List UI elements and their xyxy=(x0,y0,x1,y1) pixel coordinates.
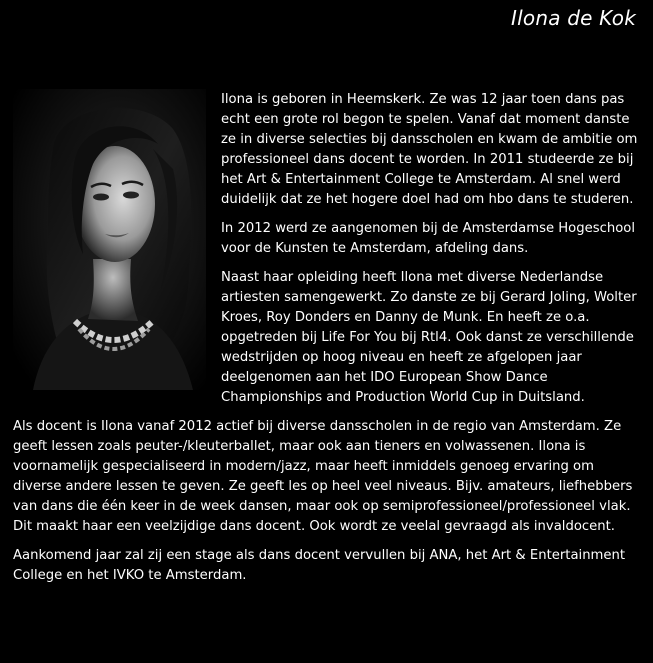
bio-paragraph: Naast haar opleiding heeft Ilona met diverse Nederlandse artiesten samengewerkt. Zo danste ze bij Gerard Joling, Wolter Kroes, Roy Donders en Danny de Munk. En heeft ze o.a. opgetreden bij Life For You bij Rtl4. Ook danst ze verschillende wedstrijden op hoog niveau en heeft ze afgelopen jaar deelgenomen aan het IDO European Show Dance Championships and Production World Cup in Duitsland. xyxy=(221,270,637,405)
bio-content xyxy=(13,89,641,595)
portrait-photo xyxy=(13,89,206,390)
bio-paragraph: Als docent is Ilona vanaf 2012 actief bij diverse dansscholen in de regio van Amsterdam. Ze geeft lessen zoals peuter-/kleuterballet, maar ook aan tieners en volwassenen. Ilona is voornamelijk gespecialiseerd in modern/jazz, maar heeft inmiddels genoeg ervaring om diverse andere lessen te geven. Ze geeft les op heel veel niveaus. Bijv. amateurs, liefhebbers van dans die één keer in de week dansen, maar ook op semiprofessioneel/professioneel vlak. Dit maakt haar een veelzijdige dans docent. Ook wordt ze veelal gevraagd als invaldocent. xyxy=(13,419,633,534)
bio-paragraph: In 2012 werd ze aangenomen bij de Amsterdamse Hogeschool voor de Kunsten te Amsterdam, afdeling dans. xyxy=(221,221,636,256)
bio-paragraph: Ilona is geboren in Heemskerk. Ze was 12 jaar toen dans pas echt een grote rol begon te spelen. Vanaf dat moment danste ze in diverse selecties bij dansscholen en kwam de ambitie om professioneel dans docent te worden. In 2011 studeerde ze bij het Art & Entertainment College te Amsterdam. Al snel werd duidelijk dat ze het hogere doel had om hbo dans te studeren. xyxy=(221,92,638,207)
bio-paragraph: Aankomend jaar zal zij een stage als dans docent vervullen bij ANA, het Art & Entertainment College en het IVKO te Amsterdam. xyxy=(13,548,626,583)
portrait-photo-icon xyxy=(13,89,206,390)
page-title: Ilona de Kok xyxy=(511,6,636,30)
